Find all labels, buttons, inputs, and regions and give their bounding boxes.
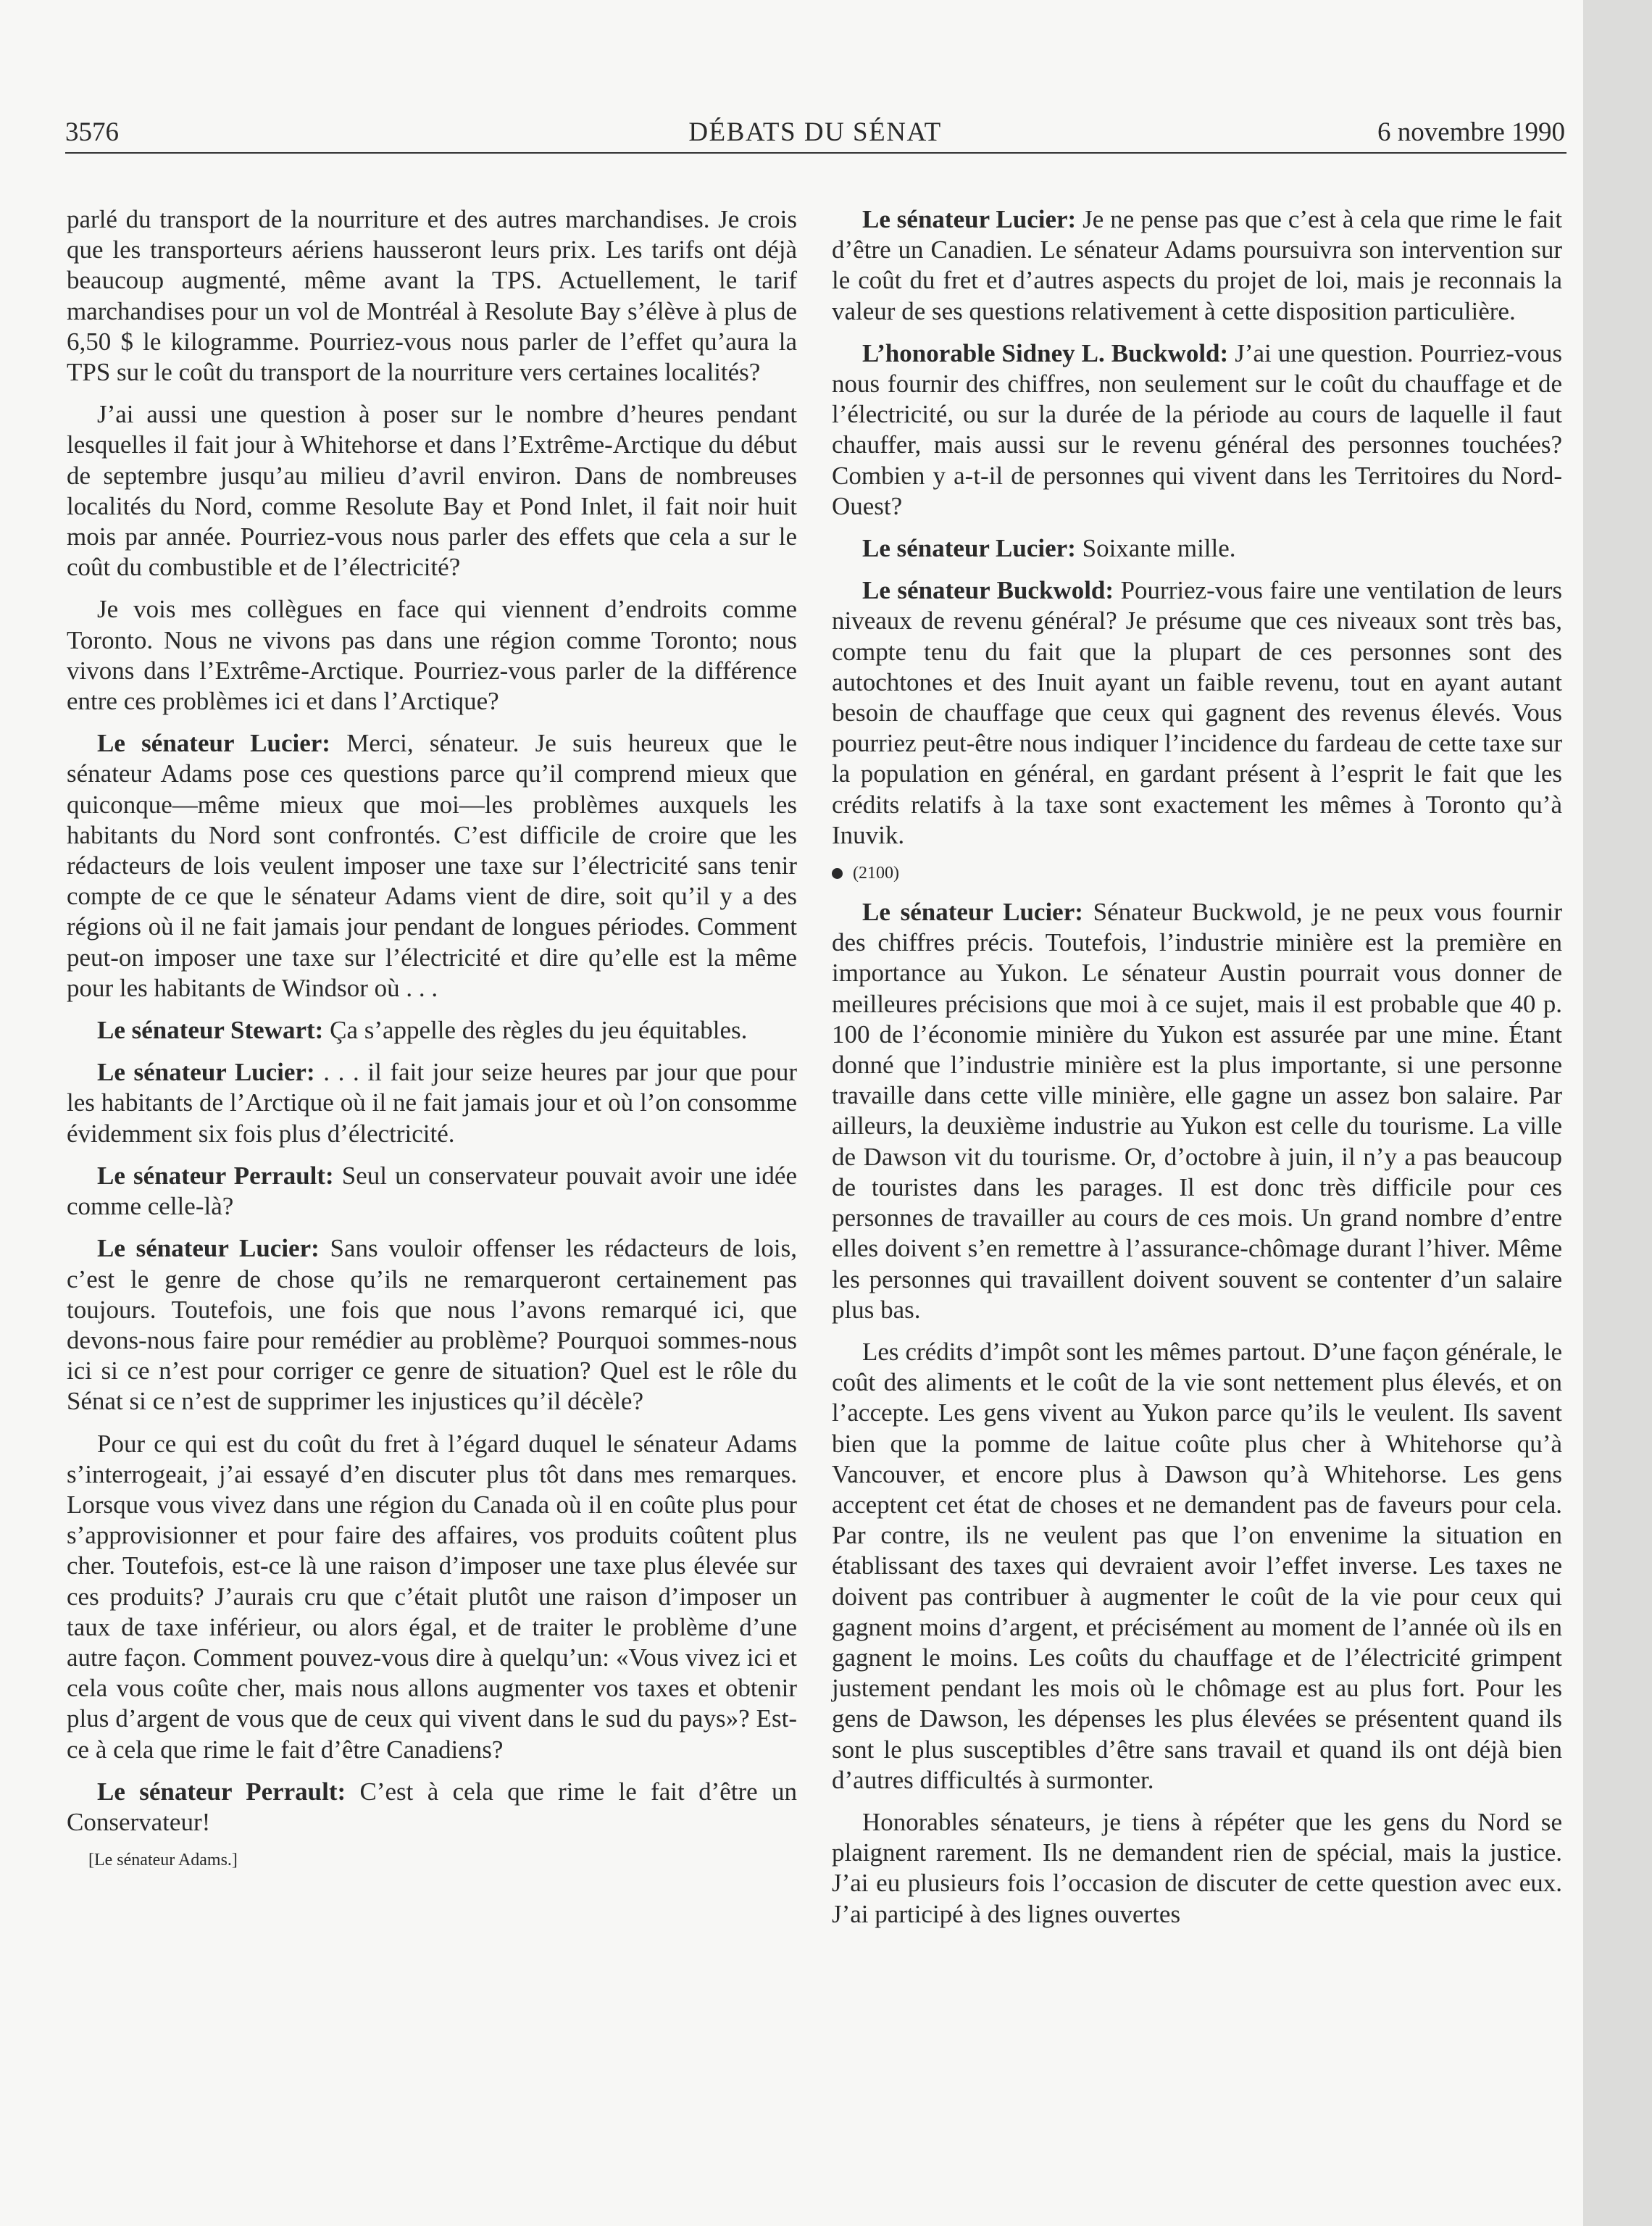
time-marker [832, 862, 1562, 884]
page-number: 3576 [65, 117, 119, 147]
paragraph: Le sénateur Perrault: Seul un conservateur pouvait avoir une idée comme celle-là? [67, 1161, 797, 1221]
paragraph: J’ai aussi une question à poser sur le nombre d’heures pendant lesquelles il fait jour à Whitehorse et dans l’Extrême-Arctique du début de septembre jusqu’au milieu d’avril environ. Dans de nombreuses localités du Nord, comme Resolute Bay et Pond Inlet, il fait noir huit mois par année. Pourriez-vous nous parler des effets que cela a sur le coût du combustible et de l’électricité? [67, 400, 797, 582]
paragraph: Le sénateur Lucier: Merci, sénateur. Je suis heureux que le sénateur Adams pose ces questions parce qu’il comprend mieux que quiconque—même mieux que moi—les problèmes auxquels les habitants du Nord sont confrontés. C’est difficile de croire que les rédacteurs de lois veulent imposer une taxe sur l’électricité sans tenir compte de ce que le sénateur Adams vient de dire, soit qu’il y a des régions où il ne fait jamais jour pendant de longues périodes. Comment peut-on imposer une taxe sur l’électricité et dire qu’elle est la même pour les habitants de Windsor où . . . [67, 729, 797, 1002]
page-header [65, 116, 1565, 149]
paragraph: Pour ce qui est du coût du fret à l’égard duquel le sénateur Adams s’interrogeait, j’ai essayé d’en discuter plus tôt dans mes remarques. Lorsque vous vivez dans une région du Canada où il en coûte plus pour s’approvisionner et pour faire des affaires, vos produits coûtent plus cher. Toutefois, est-ce là une raison d’imposer une taxe plus élevée sur ces produits? J’aurais cru que c’était plutôt une raison d’imposer un taux de taxe inférieur, ou alors égal, et de traiter le problème d’une autre façon. Comment pouvez-vous dire à quelqu’un: «Vous vivez ici et cela vous coûte cher, mais nous allons augmenter vos taxes et obtenir plus d’argent de vous que de ceux qui vivent dans le sud du pays»? Est-ce à cela que rime le fait d’être Canadiens? [67, 1429, 797, 1764]
speaker-name: Le sénateur Stewart: [97, 1016, 324, 1045]
paragraph: Le sénateur Stewart: Ça s’appelle des règles du jeu équitables. [97, 1016, 748, 1045]
speaker-footnote: [Le sénateur Adams.] [88, 1851, 238, 1870]
paragraph: Le sénateur Buckwold: Pourriez-vous faire une ventilation de leurs niveaux de revenu général? Je présume que ces niveaux sont très bas, compte tenu du fait que la plupart de ces personnes sont des autochtones et des Inuit ayant un faible revenu, tout en ayant autant besoin de chauffage que ceux qui gagnent des revenus élevés. Vous pourriez peut-être nous indiquer l’incidence du fardeau de cette taxe sur la population en général, en gardant présent à l’esprit le fait que les crédits relatifs à la taxe sont exactement les mêmes à Toronto qu’à Inuvik. [832, 576, 1562, 849]
bullet-icon [832, 868, 843, 879]
paragraph: Je vois mes collègues en face qui viennent d’endroits comme Toronto. Nous ne vivons pas dans une région comme Toronto; nous vivons dans l’Extrême-Arctique. Pourriez-vous parler de la différence entre ces problèmes ici et dans l’Arctique? [67, 595, 797, 716]
left-column [67, 204, 797, 1871]
paragraph: L’honorable Sidney L. Buckwold: J’ai une question. Pourriez-vous nous fournir des chiffres, non seulement sur le coût du chauffage et de l’électricité, ou sur la durée de la période au cours de laquelle il faut chauffer, mais aussi sur le revenu général des personnes touchées? Combien y a-t-il de personnes qui vivent dans les Territoires du Nord-Ouest? [832, 338, 1562, 520]
time-marker-label: (2100) [853, 864, 899, 883]
paragraph: Le sénateur Lucier: Sénateur Buckwold, je ne peux vous fournir des chiffres précis. Toutefois, l’industrie minière est la première en importance au Yukon. Le sénateur Austin pourrait vous donner de meilleures précisions que moi à ce sujet, mais il est probable que 40 p. 100 de l’économie minière du Yukon est assurée par une mine. Étant donné que l’industrie minière est la plus importante, si une personne travaille dans cette ville minière, elle gagne un assez bon salaire. Par ailleurs, la deuxième industrie au Yukon est celle du tourisme. La ville de Dawson vit du tourisme. Or, d’octobre à juin, il n’y a pas beaucoup de touristes dans les parages. Il est donc très difficile pour ces personnes de travailler au cours de ces mois. Un grand nombre d’entre elles doivent s’en remettre à l’assurance-chômage durant l’hiver. Même les personnes qui travaillent doivent souvent se contenter d’un salaire plus bas. [832, 898, 1563, 1324]
speaker-name: Le sénateur Lucier: [97, 1058, 315, 1087]
paragraph: Le sénateur Lucier: . . . il fait jour seize heures par jour que pour les habitants de l’Arctique où il ne fait jamais jour et où l’on consomme évidemment six fois plus d’électricité. [67, 1058, 797, 1148]
speaker-name: Le sénateur Lucier: [862, 205, 1077, 233]
speaker-name: Le sénateur Perrault: [97, 1161, 334, 1190]
speaker-name: Le sénateur Lucier: [97, 1234, 320, 1263]
header-rule [65, 152, 1567, 154]
paragraph: Le sénateur Perrault: C’est à cela que rime le fait d’être un Conservateur! [67, 1777, 797, 1836]
paragraph: Les crédits d’impôt sont les mêmes partout. D’une façon générale, le coût des aliments et le coût de la vie sont nettement plus élevés, et on l’accepte. Les gens vivent au Yukon parce qu’ils le veulent. Ils savent bien que la pomme de laitue coûte plus cher à Whitehorse qu’à Vancouver, et encore plus à Dawson qu’à Whitehorse. Les gens acceptent cet état de choses et ne demandent pas de faveurs pour cela. Par contre, ils ne veulent pas que l’on envenime la situation en établissant des taxes qui devraient avoir l’effet inverse. Les taxes ne doivent pas contribuer à augmenter le coût de la vie pour ceux qui gagnent moins d’argent, et précisément au moment de l’année où ils en gagnent le moins. Les coûts du chauffage et de l’électricité grimpent justement pendant les mois où le chômage est au plus fort. Pour les gens de Dawson, les dépenses les plus élevées se présentent quand ils sont le plus susceptibles d’être sans travail et quand ils ont déjà bien d’autres difficultés à surmonter. [832, 1337, 1562, 1794]
scan-edge [1583, 0, 1652, 2226]
speaker-name: Le sénateur Lucier: [862, 534, 1076, 563]
publication-title: DÉBATS DU SÉNAT [688, 117, 942, 147]
speaker-name: Le sénateur Perrault: [97, 1777, 346, 1806]
paragraph: Le sénateur Lucier: Sans vouloir offenser les rédacteurs de lois, c’est le genre de chose qu’ils ne remarqueront certainement pas toujours. Toutefois, une fois que nous l’avons remarqué ici, que devons-nous faire pour remédier au problème? Pourquoi sommes-nous ici si ce n’est pour corriger ce genre de situation? Quel est le rôle du Sénat si ce n’est de supprimer les injustices qu’il décèle? [67, 1234, 797, 1416]
speaker-name: Le sénateur Lucier: [97, 729, 330, 758]
paragraph: parlé du transport de la nourriture et des autres marchandises. Je crois que les transporteurs aériens hausseront leurs prix. Les tarifs ont déjà beaucoup augmenté, même avant la TPS. Actuellement, le tarif marchandises pour un vol de Montréal à Resolute Bay s’élève à plus de 6,50 $ le kilogramme. Pourriez-vous nous parler de l’effet qu’aura la TPS sur le coût du transport de la nourriture vers certaines localités? [67, 205, 797, 387]
paragraph: Le sénateur Lucier: Soixante mille. [862, 534, 1236, 563]
paragraph: Honorables sénateurs, je tiens à répéter que les gens du Nord se plaignent rarement. Ils ne demandent rien de spécial, mais la justice. J’ai eu plusieurs fois l’occasion de discuter de cette question avec eux. J’ai participé à des lignes ouvertes [832, 1807, 1562, 1928]
speaker-name: Le sénateur Lucier: [862, 898, 1083, 927]
speaker-name: L’honorable Sidney L. Buckwold: [862, 338, 1229, 367]
right-column [832, 204, 1562, 1941]
publication-date: 6 novembre 1990 [1377, 117, 1565, 147]
paragraph: Le sénateur Lucier: Je ne pense pas que c’est à cela que rime le fait d’être un Canadien. Le sénateur Adams poursuivra son intervention sur le coût du fret et d’autres aspects du projet de loi, mais je reconnais la valeur de ses questions relativement à cette disposition particulière. [832, 205, 1562, 325]
speaker-name: Le sénateur Buckwold: [862, 576, 1114, 605]
